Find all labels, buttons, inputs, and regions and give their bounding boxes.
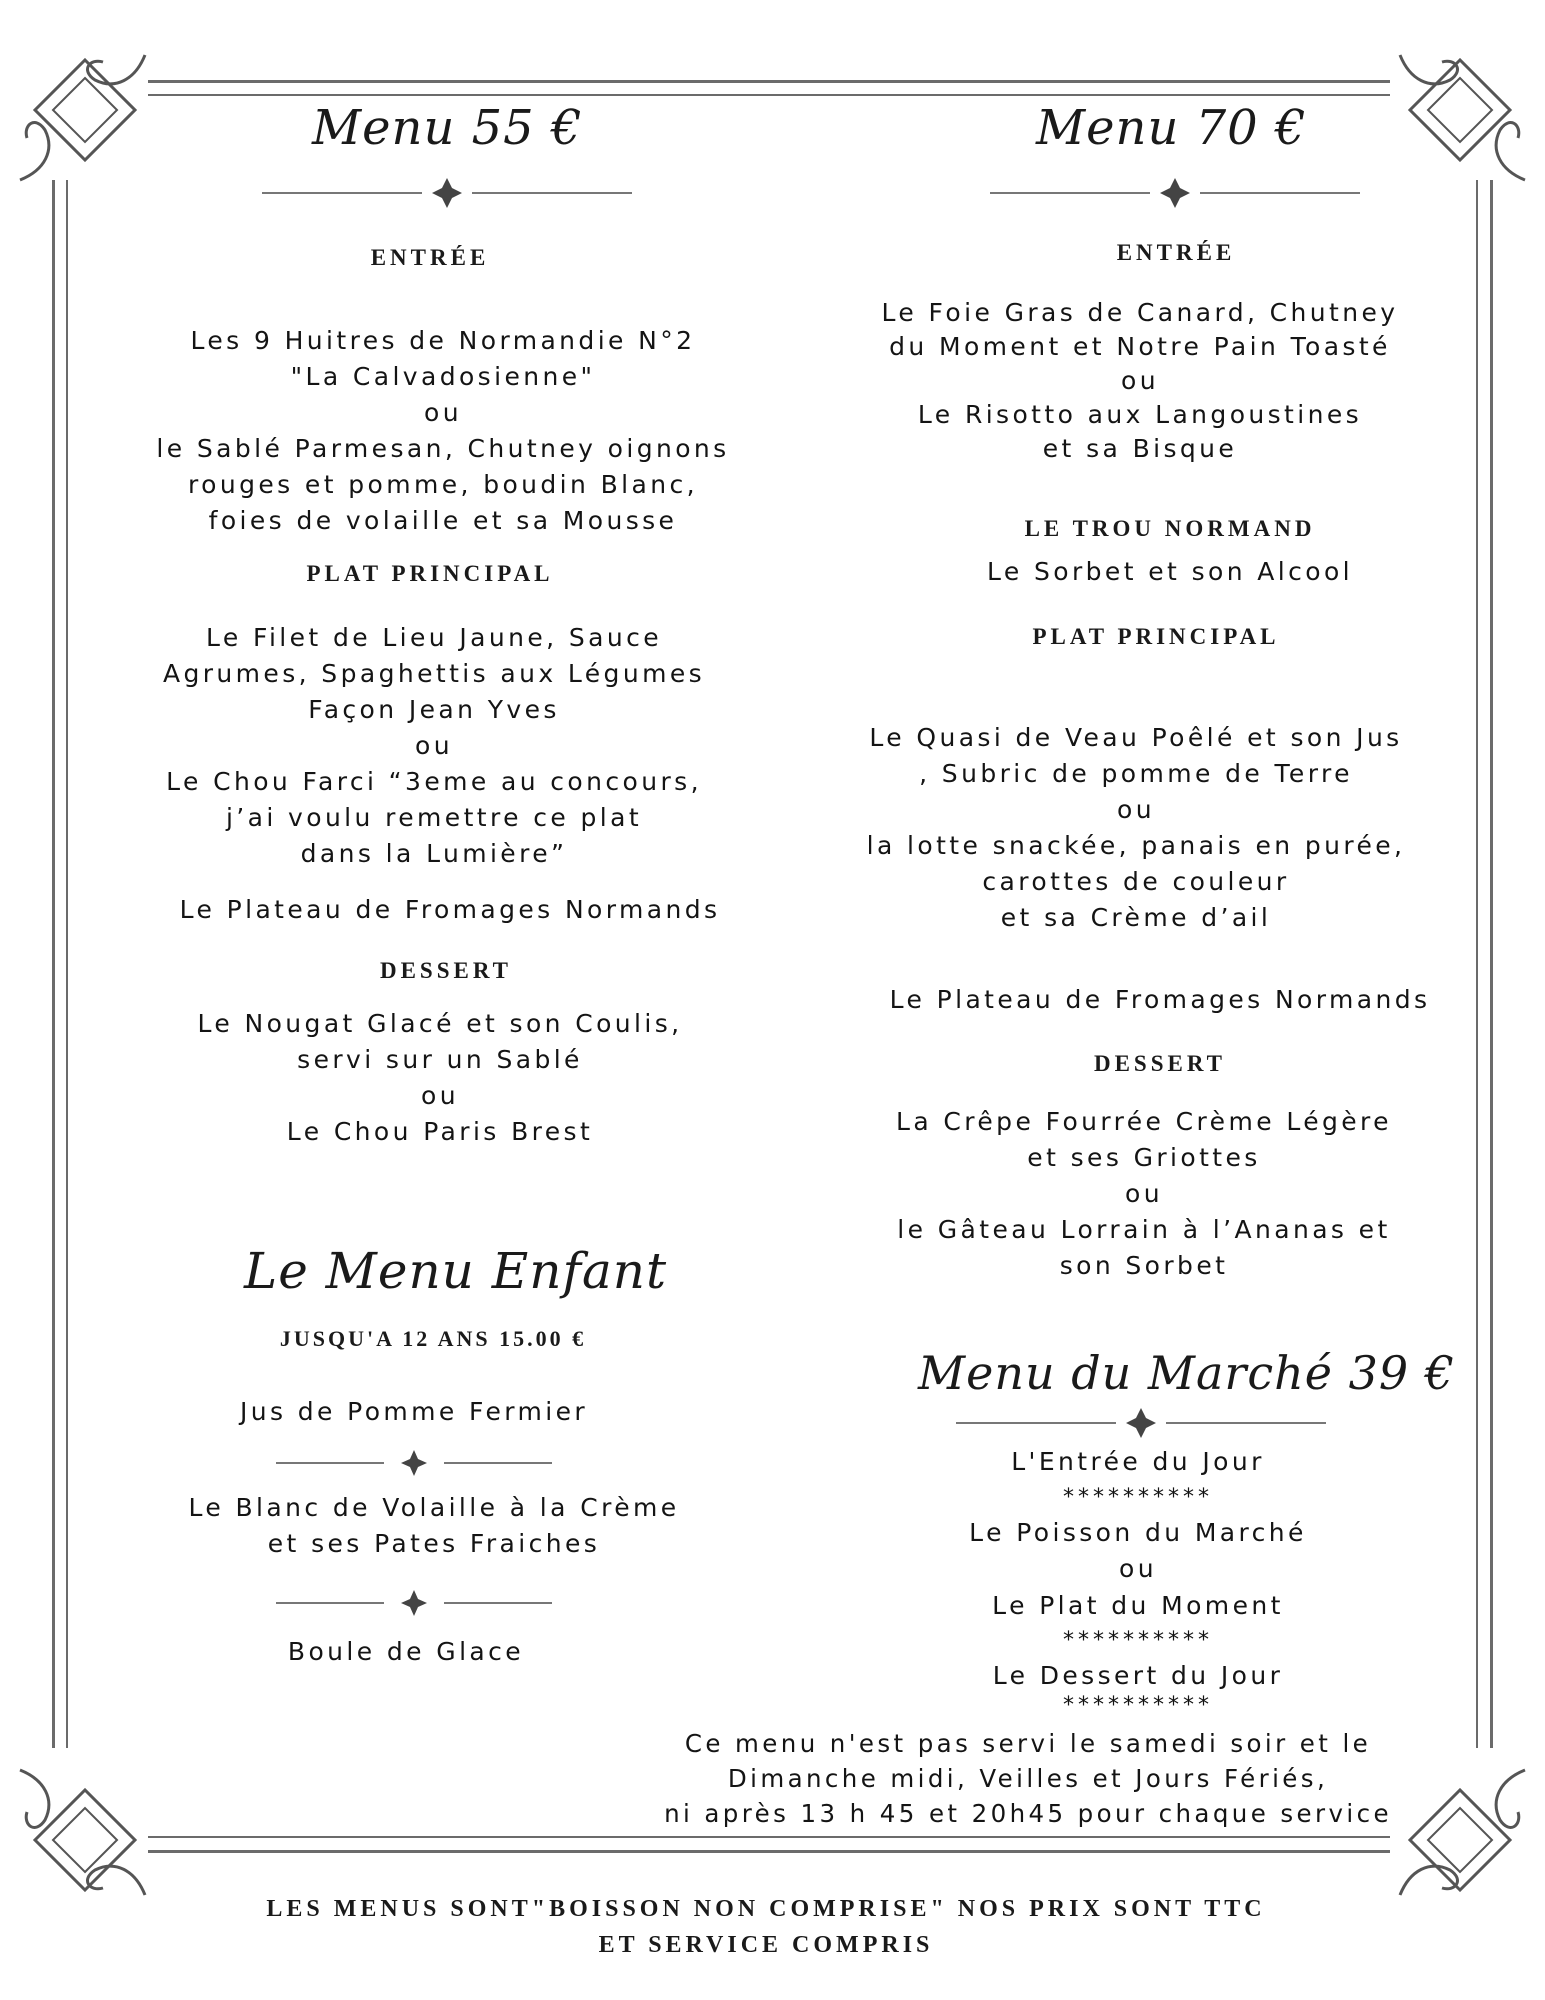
frame-left-inner <box>66 180 68 1748</box>
menu-item-line: Le Foie Gras de Canard, Chutney <box>881 298 1399 327</box>
menu-item-line: carottes de couleur <box>982 867 1290 896</box>
menu-55-fromages <box>180 892 721 928</box>
menu-enfant-subtitle: JUSQU'A 12 ANS 15.00 € <box>279 1326 587 1351</box>
menu-note-line: ni après 13 h 45 et 20h45 pour chaque service <box>664 1799 1392 1828</box>
menu-item-line: et sa Crème d’ail <box>1000 903 1272 932</box>
menu-item-line: Le Risotto aux Langoustines <box>917 400 1363 429</box>
menu-item-line: le Sablé Parmesan, Chutney oignons <box>156 434 730 463</box>
menu-item-line: servi sur un Sablé <box>297 1045 583 1074</box>
menu-marche-lines <box>969 1444 1307 1717</box>
sparkle-icon <box>1160 178 1190 208</box>
frame-left-outer <box>52 180 55 1748</box>
menu-55-entree-heading: ENTRÉE <box>370 245 490 270</box>
menu-70-entree-lines <box>882 296 1399 466</box>
menu-item-line: ou <box>415 731 453 760</box>
divider-menu-55 <box>262 178 632 208</box>
menu-70-dessert-heading: DESSERT <box>1093 1051 1227 1076</box>
menu-item-line: ou <box>424 398 462 427</box>
menu-item-line: Le Nougat Glacé et son Coulis, <box>197 1009 683 1038</box>
menu-item-line: Agrumes, Spaghettis aux Légumes <box>162 659 706 688</box>
sparkle-icon <box>432 178 462 208</box>
menu-item-line: Le Blanc de Volaille à la Crème <box>188 1493 680 1522</box>
sparkle-icon <box>401 1590 427 1616</box>
menu-70-entree-heading: ENTRÉE <box>1116 240 1236 265</box>
menu-item-line: Le Poisson du Marché <box>969 1517 1307 1547</box>
menu-item-line: L'Entrée du Jour <box>1011 1447 1265 1476</box>
menu-item-line: Le Plat du Moment <box>992 1590 1284 1620</box>
menu-item-line: Le Filet de Lieu Jaune, Sauce <box>205 623 663 652</box>
corner-ornament-bottom-right <box>1390 1760 1530 1900</box>
menu-55-entree-lines <box>156 323 729 539</box>
corner-ornament-bottom-left <box>15 1760 155 1900</box>
menu-item-line: Le Sorbet et son Alcool <box>986 557 1354 586</box>
menu-70-dessert-lines <box>896 1104 1392 1284</box>
menu-item-line: Le Chou Farci “3eme au concours, <box>166 767 702 796</box>
menu-enfant-plat <box>188 1490 679 1562</box>
menu-item-line: et sa Bisque <box>1042 434 1238 463</box>
separator-stars: ********** <box>1062 1692 1213 1718</box>
menu-item-line: Le Plateau de Fromages Normands <box>179 895 721 924</box>
menu-70-plat-lines <box>867 720 1406 936</box>
menu-item-line: ou <box>1125 1179 1163 1208</box>
sparkle-icon <box>1126 1408 1156 1438</box>
menu-enfant-boisson <box>240 1394 588 1430</box>
divider-menu-70 <box>990 178 1360 208</box>
menu-item-line: ou <box>1121 366 1159 395</box>
menu-item-line: ou <box>1117 795 1155 824</box>
menu-item-line: "La Calvadosienne" <box>290 362 596 391</box>
footer-line-1: LES MENUS SONT"BOISSON NON COMPRISE" NOS PRIX SONT TTC <box>266 1896 1266 1922</box>
menu-55-dessert-heading: DESSERT <box>379 958 513 983</box>
menu-item-line: Le Plateau de Fromages Normands <box>889 985 1431 1014</box>
menu-item-line: Le Dessert du Jour <box>992 1661 1284 1690</box>
menu-55-plat-lines <box>163 620 705 872</box>
menu-item-line: rouges et pomme, boudin Blanc, <box>188 470 698 499</box>
menu-item-line: foies de volaille et sa Mousse <box>208 506 678 535</box>
menu-70-plat-heading: PLAT PRINCIPAL <box>1032 624 1280 649</box>
menu-item-line: dans la Lumière” <box>300 839 568 868</box>
separator-stars: ********** <box>1062 1628 1213 1653</box>
corner-ornament-top-right <box>1390 50 1530 190</box>
menu-item-line: ou <box>421 1081 459 1110</box>
menu-70-trou-line <box>987 554 1353 590</box>
divider-enfant-1 <box>276 1448 552 1478</box>
menu-item-line: la lotte snackée, panais en purée, <box>866 831 1406 860</box>
menu-marche-title: Menu du Marché 39 € <box>918 1346 1456 1400</box>
frame-bottom-outer <box>148 1850 1390 1853</box>
frame-top-outer <box>148 80 1390 83</box>
menu-item-line: j’ai voulu remettre ce plat <box>225 803 643 832</box>
menu-item-line: , Subric de pomme de Terre <box>919 759 1353 788</box>
menu-55-title: Menu 55 € <box>312 100 583 156</box>
menu-item-line: Le Chou Paris Brest <box>286 1117 594 1146</box>
footer-line-2: ET SERVICE COMPRIS <box>598 1932 934 1958</box>
menu-item-line: ou <box>1119 1554 1157 1583</box>
menu-item-line: Boule de Glace <box>287 1637 525 1666</box>
menu-item-line: Les 9 Huitres de Normandie N°2 <box>190 326 696 355</box>
menu-item-line: son Sorbet <box>1059 1251 1229 1280</box>
divider-marche <box>956 1408 1326 1438</box>
menu-55-dessert-lines <box>197 1006 682 1150</box>
menu-marche-note <box>664 1726 1392 1831</box>
menu-enfant-title: Le Menu Enfant <box>244 1242 668 1300</box>
menu-note-line: Dimanche midi, Veilles et Jours Fériés, <box>727 1764 1329 1793</box>
menu-item-line: Le Quasi de Veau Poêlé et son Jus <box>869 723 1403 752</box>
divider-enfant-2 <box>276 1588 552 1618</box>
menu-70-fromages <box>890 982 1431 1018</box>
menu-item-line: Jus de Pomme Fermier <box>239 1397 589 1426</box>
menu-item-line: le Gâteau Lorrain à l’Ananas et <box>897 1215 1391 1244</box>
menu-item-line: et ses Pates Fraiches <box>267 1529 601 1558</box>
menu-70-title: Menu 70 € <box>1036 100 1307 156</box>
frame-right-inner <box>1476 180 1478 1748</box>
corner-ornament-top-left <box>15 50 155 190</box>
frame-top-inner <box>148 94 1390 96</box>
menu-item-line: La Crêpe Fourrée Crème Légère <box>896 1107 1392 1136</box>
menu-item-line: du Moment et Notre Pain Toasté <box>889 332 1391 361</box>
menu-70-trou-heading: LE TROU NORMAND <box>1024 516 1316 541</box>
menu-item-line: et ses Griottes <box>1027 1143 1261 1172</box>
separator-stars: ********** <box>1062 1484 1213 1510</box>
frame-bottom-inner <box>148 1836 1390 1838</box>
frame-right-outer <box>1490 180 1493 1748</box>
sparkle-icon <box>401 1450 427 1476</box>
menu-note-line: Ce menu n'est pas servi le samedi soir et le <box>684 1729 1372 1758</box>
menu-enfant-dessert <box>288 1634 524 1670</box>
menu-55-plat-heading: PLAT PRINCIPAL <box>306 561 554 586</box>
menu-item-line: Façon Jean Yves <box>308 695 560 724</box>
